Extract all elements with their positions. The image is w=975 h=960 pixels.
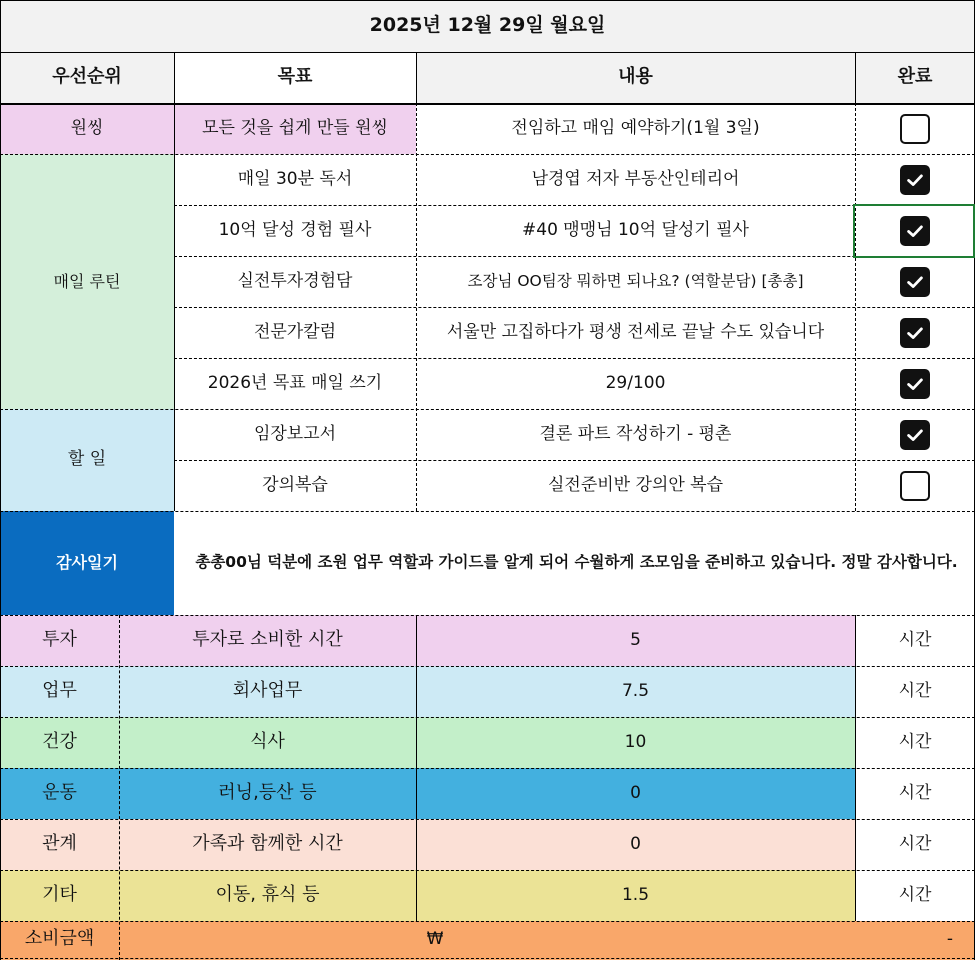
section-gratitude: 감사일기: [56, 553, 118, 572]
time-value[interactable]: 0: [630, 782, 641, 803]
time-value[interactable]: 0: [630, 833, 641, 854]
task-done-cell[interactable]: [855, 256, 975, 307]
task-goal[interactable]: 2026년 목표 매일 쓰기: [207, 372, 383, 393]
check-square-icon[interactable]: [900, 267, 930, 297]
task-done-cell[interactable]: [855, 460, 975, 511]
task-content[interactable]: 결론 파트 작성하기 - 평촌: [539, 423, 732, 444]
header-priority: 우선순위: [52, 66, 122, 88]
task-done-cell[interactable]: [855, 358, 975, 409]
spending-amount[interactable]: -: [946, 928, 954, 949]
spending-currency: ₩: [426, 928, 444, 949]
task-done-cell[interactable]: [855, 409, 975, 460]
time-unit: 시간: [898, 731, 932, 752]
task-content[interactable]: 29/100: [605, 372, 666, 393]
time-activity[interactable]: 러닝,등산 등: [218, 782, 317, 804]
time-category: 운동: [42, 782, 77, 804]
check-square-icon[interactable]: [900, 369, 930, 399]
task-done-cell[interactable]: [855, 103, 975, 154]
task-goal[interactable]: 매일 30분 독서: [237, 168, 353, 189]
spending-bg: [0, 921, 975, 960]
task-goal[interactable]: 전문가칼럼: [253, 321, 337, 342]
time-value[interactable]: 10: [624, 731, 647, 752]
time-activity[interactable]: 투자로 소비한 시간: [192, 629, 343, 651]
page-title: 2025년 12월 29일 월요일: [369, 14, 606, 37]
time-activity[interactable]: 식사: [250, 731, 285, 753]
task-goal[interactable]: 실전투자경험담: [237, 270, 353, 291]
time-activity[interactable]: 이동, 휴식 등: [215, 884, 320, 906]
task-content[interactable]: 실전준비반 강의안 복습: [547, 474, 724, 495]
empty-square-icon[interactable]: [900, 114, 930, 144]
spending-label: 소비금액: [24, 928, 95, 950]
section-wonsing: 원씽: [70, 117, 104, 138]
task-goal[interactable]: 모든 것을 쉽게 만들 원씽: [202, 117, 388, 138]
time-unit: 시간: [898, 884, 932, 905]
time-unit: 시간: [898, 680, 932, 701]
task-done-cell[interactable]: [855, 307, 975, 358]
empty-square-icon[interactable]: [900, 471, 930, 501]
task-content[interactable]: #40 맹맹님 10억 달성기 필사: [522, 219, 749, 240]
time-value[interactable]: 7.5: [621, 680, 650, 701]
task-content[interactable]: 남경엽 저자 부동산인테리어: [531, 168, 740, 189]
time-category: 기타: [42, 884, 77, 906]
check-square-icon[interactable]: [900, 216, 930, 246]
time-value[interactable]: 5: [630, 629, 641, 650]
time-activity[interactable]: 가족과 함께한 시간: [192, 833, 343, 855]
task-content[interactable]: 전임하고 매임 예약하기(1월 3일): [511, 117, 760, 138]
task-content[interactable]: 조장님 OO팀장 뭐하면 되나요? (역할분담) [총총]: [467, 271, 804, 290]
time-unit: 시간: [898, 629, 932, 650]
header-done: 완료: [897, 66, 933, 88]
time-category: 업무: [42, 680, 77, 702]
time-category: 투자: [42, 629, 77, 651]
time-unit: 시간: [898, 782, 932, 803]
task-goal[interactable]: 임장보고서: [253, 423, 337, 444]
time-unit: 시간: [898, 833, 932, 854]
gratitude-text[interactable]: 총총00님 덕분에 조원 업무 역할과 가이드를 알게 되어 수월하게 조모임을 준비하고 있습니다. 정말 감사합니다.: [195, 553, 958, 572]
time-value[interactable]: 1.5: [621, 884, 650, 905]
time-category: 건강: [42, 731, 77, 753]
task-goal[interactable]: 강의복습: [262, 474, 328, 495]
check-square-icon[interactable]: [900, 420, 930, 450]
section-todo: 할 일: [67, 449, 107, 470]
time-activity[interactable]: 회사업무: [232, 680, 303, 702]
header-goal: 목표: [277, 66, 313, 88]
check-square-icon[interactable]: [900, 318, 930, 348]
section-routine: 매일 루틴: [53, 271, 121, 291]
task-done-cell[interactable]: [855, 205, 975, 256]
task-goal[interactable]: 10억 달성 경험 필사: [218, 219, 372, 240]
check-square-icon[interactable]: [900, 165, 930, 195]
time-category: 관계: [42, 833, 77, 855]
header-content: 내용: [618, 66, 653, 88]
task-done-cell[interactable]: [855, 154, 975, 205]
task-content[interactable]: 서울만 고집하다가 평생 전세로 끝날 수도 있습니다: [446, 322, 825, 343]
